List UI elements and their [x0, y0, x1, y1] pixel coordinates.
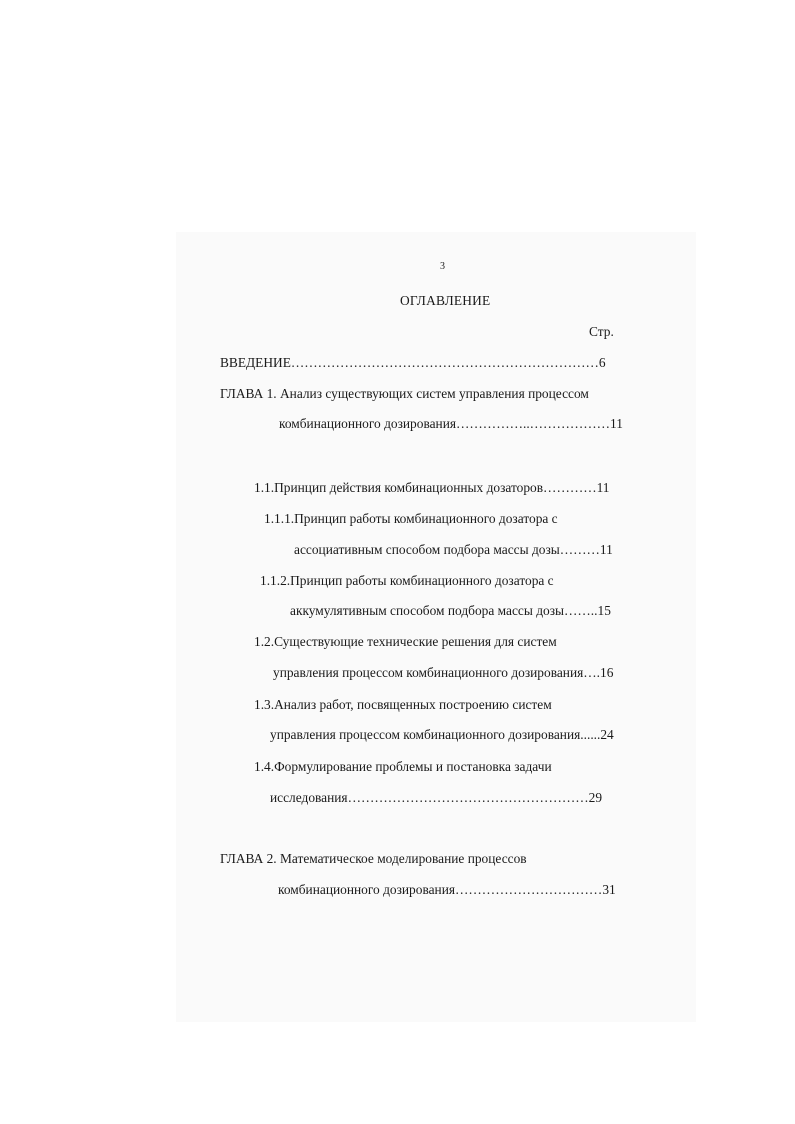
scanned-page-area: [176, 232, 696, 1022]
toc-entry-chapter-1-cont: комбинационного дозирования……………..………………11: [279, 416, 623, 431]
toc-entry-chapter-2-cont: комбинационного дозирования……………………………31: [278, 882, 616, 897]
toc-entry-1-1-1: 1.1.1.Принцип работы комбинационного дозатора с: [264, 511, 558, 526]
toc-entry-1-3-cont: управления процессом комбинационного дозирования......24: [270, 727, 614, 742]
toc-entry-1-2: 1.2.Существующие технические решения для систем: [254, 634, 557, 649]
toc-entry-1-4-cont: исследования………………………………………………29: [270, 790, 603, 805]
page-column-label: Стр.: [589, 324, 614, 339]
toc-entry-1-2-cont: управления процессом комбинационного дозирования….16: [273, 665, 614, 680]
toc-entry-chapter-1: ГЛАВА 1. Анализ существующих систем управления процессом: [220, 386, 589, 401]
page-title: ОГЛАВЛЕНИЕ: [400, 293, 491, 308]
toc-entry-1-1-2: 1.1.2.Принцип работы комбинационного дозатора с: [260, 573, 554, 588]
toc-entry-1-1: 1.1.Принцип действия комбинационных дозаторов…………11: [254, 480, 610, 495]
toc-entry-1-1-2-cont: аккумулятивным способом подбора массы дозы……..15: [290, 603, 611, 618]
toc-entry-introduction: ВВЕДЕНИЕ……………………………………………………………6: [220, 355, 606, 370]
toc-entry-1-4: 1.4.Формулирование проблемы и постановка задачи: [254, 759, 552, 774]
page-number: 3: [440, 261, 445, 272]
toc-entry-1-1-1-cont: ассоциативным способом подбора массы дозы………11: [294, 542, 613, 557]
toc-entry-chapter-2: ГЛАВА 2. Математическое моделирование процессов: [220, 851, 527, 866]
toc-entry-1-3: 1.3.Анализ работ, посвященных построению систем: [254, 697, 552, 712]
